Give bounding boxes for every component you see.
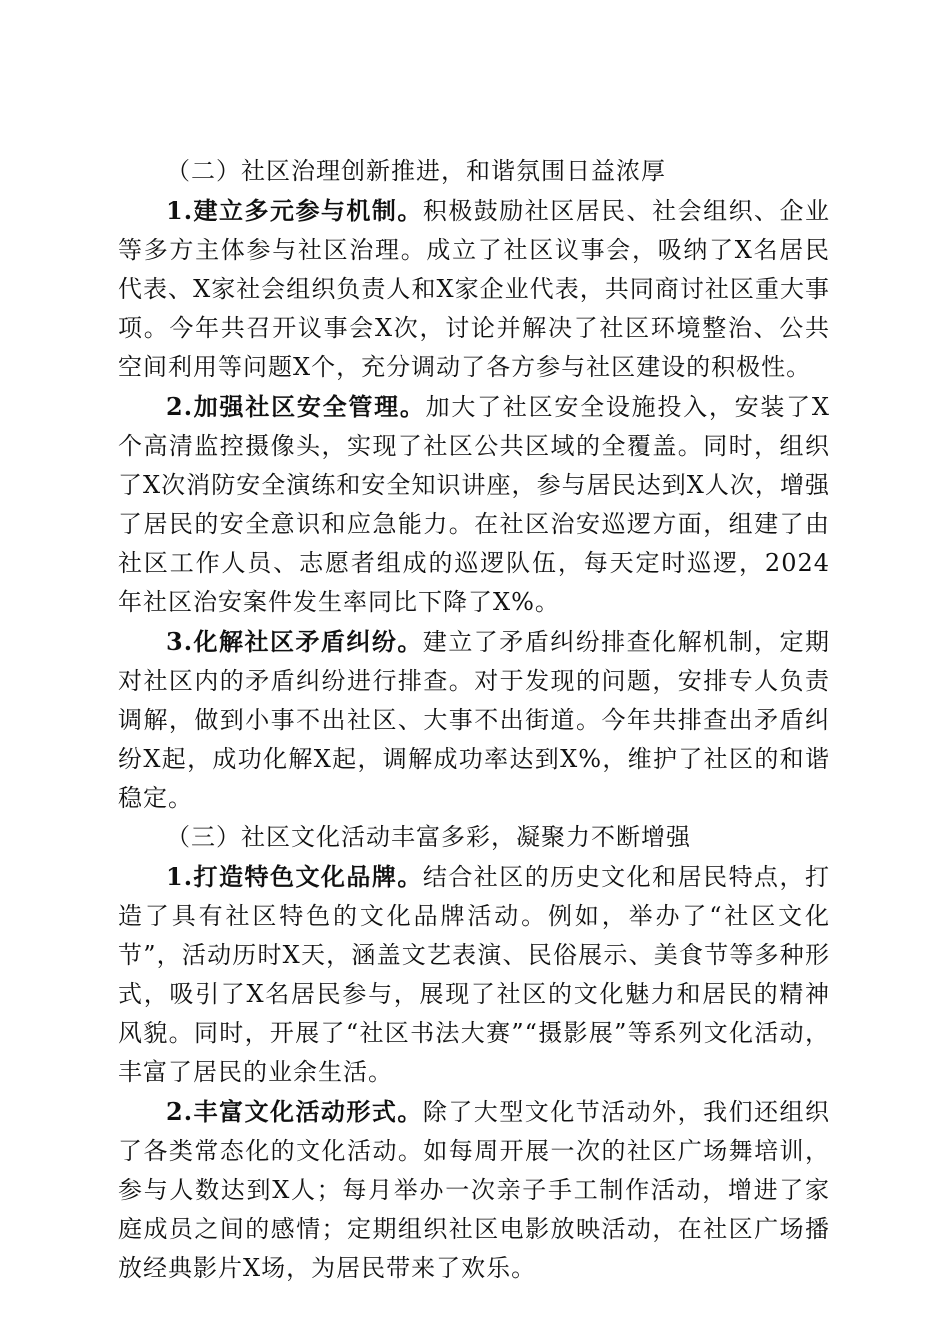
paragraph (118, 1092, 830, 1288)
section-heading: （三）社区文化活动丰富多彩，凝聚力不断增强 (166, 823, 691, 851)
paragraph-body: 加大了社区安全设施投入，安装了X个高清监控摄像头，实现了社区公共区域的全覆盖。同时，组织了X次消防安全演练和安全知识讲座，参与居民达到X人次，增强了居民的安全意识和应急能力。在社区治安巡逻方面，组建了由社区工作人员、志愿者组成的巡逻队伍，每天定时巡逻，2024年社区治安案件发生率同比下降了X%。 (118, 393, 830, 616)
paragraph (118, 857, 830, 1092)
paragraph (118, 622, 830, 818)
paragraph (118, 387, 830, 622)
paragraph-body: 结合社区的历史文化和居民特点，打造了具有社区特色的文化品牌活动。例如，举办了“社区文化节”，活动历时X天，涵盖文艺表演、民俗展示、美食节等多种形式，吸引了X名居民参与，展现了社区的文化魅力和居民的精神风貌。同时，开展了“社区书法大赛”“摄影展”等系列文化活动，丰富了居民的业余生活。 (118, 863, 831, 1086)
paragraph-body: 建立了矛盾纠纷排查化解机制，定期对社区内的矛盾纠纷进行排查。对于发现的问题，安排专人负责调解，做到小事不出社区、大事不出街道。今年共排查出矛盾纠纷X起，成功化解X起，调解成功率达到X%，维护了社区的和谐稳定。 (118, 628, 831, 812)
section-heading: （二）社区治理创新推进，和谐氛围日益浓厚 (166, 157, 666, 185)
paragraph-lead: 2.加强社区安全管理。 (166, 392, 426, 421)
paragraph (118, 191, 830, 387)
paragraph-lead: 3.化解社区矛盾纠纷。 (166, 627, 423, 656)
paragraph-body: 除了大型文化节活动外，我们还组织了各类常态化的文化活动。如每周开展一次的社区广场舞培训，参与人数达到X人；每月举办一次亲子手工制作活动，增进了家庭成员之间的感情；定期组织社区电影放映活动，在社区广场播放经典影片X场，为居民带来了欢乐。 (118, 1098, 831, 1282)
paragraph-lead: 2.丰富文化活动形式。 (166, 1097, 423, 1126)
paragraph-body: 积极鼓励社区居民、社会组织、企业等多方主体参与社区治理。成立了社区议事会，吸纳了X名居民代表、X家社会组织负责人和X家企业代表，共同商讨社区重大事项。今年共召开议事会X次，讨论并解决了社区环境整治、公共空间利用等问题X个，充分调动了各方参与社区建设的积极性。 (118, 197, 831, 381)
paragraph-lead: 1.建立多元参与机制。 (166, 196, 423, 225)
paragraph-lead: 1.打造特色文化品牌。 (166, 862, 423, 891)
document-page (118, 152, 830, 1288)
